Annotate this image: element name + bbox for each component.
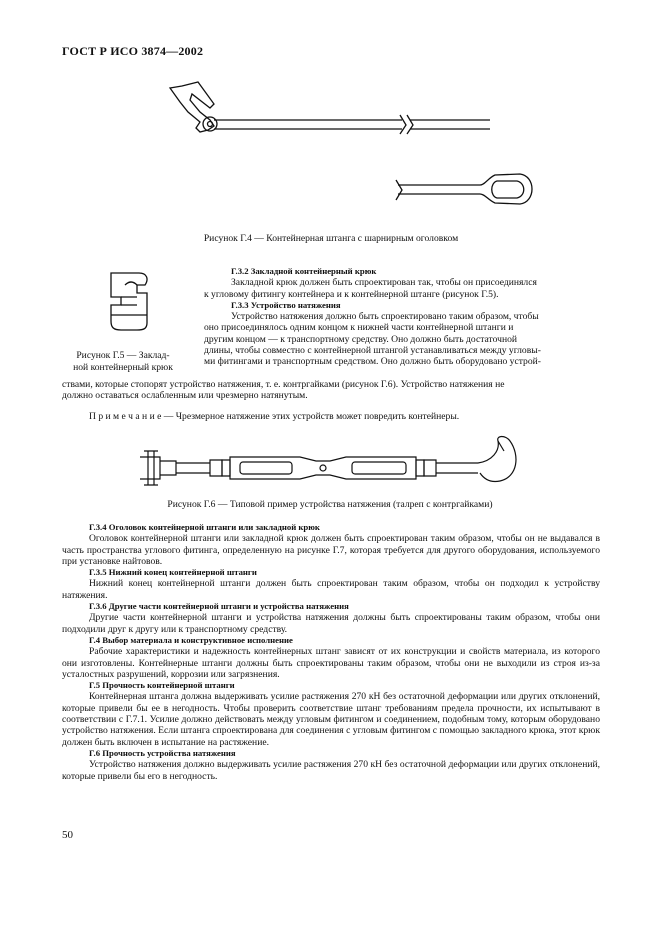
- section-heading-g32: Г.3.2 Закладной контейнерный крюк: [231, 266, 377, 276]
- section-heading-g34: Г.3.4 Оголовок контейнерной штанги или закладной крюк: [89, 522, 320, 532]
- section-heading-g5: Г.5 Прочность контейнерной штанги: [89, 680, 235, 691]
- figure-g5-drawing: [103, 271, 153, 331]
- paragraph-line: Устройство натяжения должно быть спроектировано таким образом, чтобы: [231, 311, 539, 323]
- main-text: [62, 522, 600, 782]
- figure-g5-caption: [58, 350, 188, 374]
- figure-g4-caption: Рисунок Г.4 — Контейнерная штанга с шарнирным оголовком: [203, 233, 459, 244]
- figure-g4-drawing: [170, 82, 610, 217]
- paragraph-line: оно присоединялось одним концом к нижней части контейнерной штанги и: [204, 322, 514, 334]
- paragraph-g36: Другие части контейнерной штанги и устройства натяжения должны быть спроектированы таким образом, чтобы они подходили друг к другу или к транспортному средству.: [62, 612, 600, 635]
- page-number: 50: [62, 829, 73, 841]
- paragraph-line: ствами, которые стопорят устройство натяжения, т. е. контргайками (рисунок Г.6). Устройство натяжения не: [62, 379, 505, 390]
- figure-g6-caption: Рисунок Г.6 — Типовой пример устройства натяжения (талреп с контргайками): [167, 499, 493, 510]
- paragraph-line: к угловому фитингу контейнера и к контейнерной штанге (рисунок Г.5).: [204, 288, 499, 300]
- section-g33-continued: [62, 379, 600, 402]
- paragraph-line: другим концом — к транспортному средству. Оно должно быть достаточной: [204, 333, 518, 345]
- section-heading-g33: Г.3.3 Устройство натяжения: [231, 299, 341, 310]
- paragraph-line: должно оставаться ослабленным или чрезмерно натянутым.: [62, 390, 308, 402]
- figure-g6-drawing: [140, 437, 520, 499]
- paragraph-g4: Рабочие характеристики и надежность контейнерных штанг зависят от их конструкции и свойств материала, из которого они изготовлены. Контейнерные штанги должны быть спроектированы таким образом, чтобы они не выходили из строя из-за усталостных разрушений, коррозии или загрязнения.: [62, 646, 600, 680]
- section-heading-g4: Г.4 Выбор материала и конструктивное исполнение: [89, 634, 293, 645]
- paragraph-g35: Нижний конец контейнерной штанги должен быть спроектирован таким образом, чтобы он подходил к устройству натяжения.: [62, 578, 600, 601]
- note-text: — Чрезмерное натяжение этих устройств может повредить контейнеры.: [161, 411, 460, 422]
- paragraph-line: Закладной крюк должен быть спроектирован так, чтобы он присоединялся: [231, 277, 537, 289]
- document-header: ГОСТ Р ИСО 3874—2002: [62, 44, 204, 58]
- paragraph-g6: Устройство натяжения должно выдерживать усилие растяжения 270 кН без остаточной деформации или других отклонений, которые привели бы его в негодность.: [62, 759, 600, 782]
- note: [62, 411, 600, 422]
- section-heading-g35: Г.3.5 Нижний конец контейнерной штанги: [89, 567, 257, 578]
- paragraph-g34: Оголовок контейнерной штанги или закладной крюк должен быть спроектирован таким образом, чтобы он не выдавался в часть пространства углового фитинга, определенную на рисунке Г.7, которая требуется для другого оборудования, используемого при установке найтовов.: [62, 533, 600, 567]
- paragraph-line: длины, чтобы совместно с контейнерной штангой устанавливаться между угловы-: [204, 345, 541, 357]
- figure-g5-caption-line2: ной контейнерный крюк: [73, 362, 173, 373]
- section-heading-g6: Г.6 Прочность устройства натяжения: [89, 747, 236, 758]
- figure-g5-caption-line1: Рисунок Г.5 — Заклад-: [76, 350, 170, 361]
- paragraph-g5: Контейнерная штанга должна выдерживать усилие растяжения 270 кН без остаточной деформации или других отклонений, которые привели бы ее в негодность. Чтобы проверить соответствие штанг требованиям предела прочности, их испытывают в соответствии с Г.7.1. Усилие должно действовать между угловым фитингом и соединением, подобным тому, которым оборудовано устройство натяжения. Если штанга спроектирована для соединения с угловым фитингом с помощью закладного крюка, этот крюк должен быть включен в испытание на растяжение.: [62, 691, 600, 748]
- section-heading-g36: Г.3.6 Другие части контейнерной штанги и устройства натяжения: [89, 601, 349, 612]
- note-label: П р и м е ч а н и е: [89, 411, 162, 422]
- section-g32-g33: [204, 266, 600, 368]
- paragraph-line: ми фитингами и транспортным средством. Оно должно быть оборудовано устрой-: [204, 356, 541, 368]
